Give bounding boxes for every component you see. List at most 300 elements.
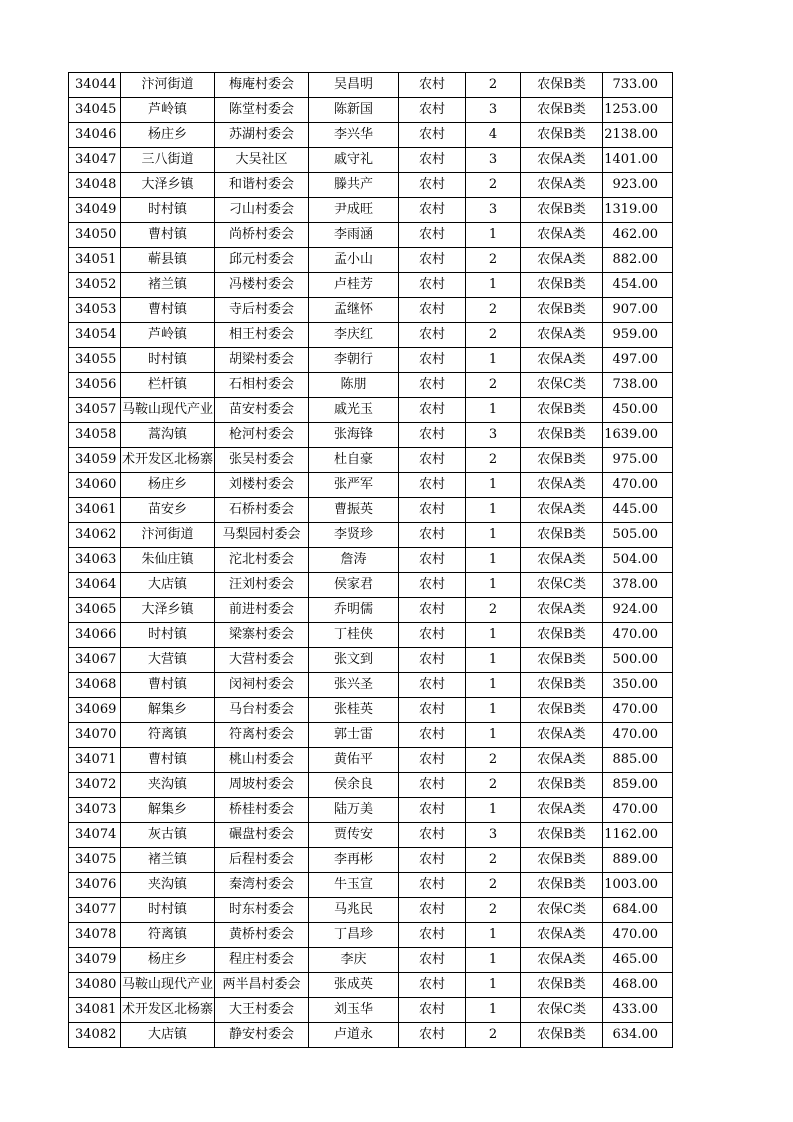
insurance-category-cell: 农保B类 [521, 648, 603, 673]
household-count-cell: 3 [466, 198, 521, 223]
record-id: 34047 [69, 148, 121, 173]
village-committee-cell: 和谐村委会 [215, 173, 309, 198]
name-cell: 张成英 [309, 973, 399, 998]
name-cell: 张海锋 [309, 423, 399, 448]
area-type-cell: 农村 [399, 1023, 466, 1048]
table-row [69, 573, 673, 598]
insurance-category-cell: 农保B类 [521, 98, 603, 123]
amount-cell: 470.00 [603, 923, 673, 948]
household-count-cell: 2 [466, 323, 521, 348]
village-committee-cell: 苏湖村委会 [215, 123, 309, 148]
table-row [69, 348, 673, 373]
amount-cell: 882.00 [603, 248, 673, 273]
area-type-cell: 农村 [399, 98, 466, 123]
town-cell: 马鞍山现代产业 [121, 973, 215, 998]
insurance-category-cell: 农保A类 [521, 748, 603, 773]
household-count-cell: 1 [466, 973, 521, 998]
table-row [69, 598, 673, 623]
table-row [69, 448, 673, 473]
area-type-cell: 农村 [399, 748, 466, 773]
amount-cell: 465.00 [603, 948, 673, 973]
record-id: 34077 [69, 898, 121, 923]
name-cell: 李朝行 [309, 348, 399, 373]
household-count-cell: 1 [466, 648, 521, 673]
record-id: 34063 [69, 548, 121, 573]
name-cell: 戚守礼 [309, 148, 399, 173]
household-count-cell: 1 [466, 573, 521, 598]
town-cell: 马鞍山现代产业 [121, 398, 215, 423]
table-row [69, 423, 673, 448]
table-row [69, 223, 673, 248]
name-cell: 尹成旺 [309, 198, 399, 223]
table-row [69, 273, 673, 298]
name-cell: 陈新国 [309, 98, 399, 123]
name-cell: 卢道永 [309, 1023, 399, 1048]
insurance-category-cell: 农保B类 [521, 773, 603, 798]
village-committee-cell: 桥桂村委会 [215, 798, 309, 823]
table-row [69, 198, 673, 223]
table-row [69, 1023, 673, 1048]
table-row [69, 498, 673, 523]
amount-cell: 500.00 [603, 648, 673, 673]
town-cell: 芦岭镇 [121, 323, 215, 348]
insurance-category-cell: 农保A类 [521, 473, 603, 498]
household-count-cell: 1 [466, 348, 521, 373]
table-row [69, 623, 673, 648]
insurance-category-cell: 农保A类 [521, 723, 603, 748]
amount-cell: 470.00 [603, 623, 673, 648]
name-cell: 詹涛 [309, 548, 399, 573]
table-row [69, 973, 673, 998]
table-row [69, 673, 673, 698]
insurance-category-cell: 农保B类 [521, 448, 603, 473]
record-id: 34051 [69, 248, 121, 273]
name-cell: 侯余良 [309, 773, 399, 798]
name-cell: 张兴圣 [309, 673, 399, 698]
town-cell: 时村镇 [121, 898, 215, 923]
town-cell: 大店镇 [121, 1023, 215, 1048]
insurance-category-cell: 农保A类 [521, 923, 603, 948]
town-cell: 蒿沟镇 [121, 423, 215, 448]
household-count-cell: 1 [466, 623, 521, 648]
name-cell: 黄佑平 [309, 748, 399, 773]
household-count-cell: 1 [466, 473, 521, 498]
record-id: 34069 [69, 698, 121, 723]
village-committee-cell: 苗安村委会 [215, 398, 309, 423]
village-committee-cell: 尚桥村委会 [215, 223, 309, 248]
table-row [69, 998, 673, 1023]
table-row [69, 948, 673, 973]
household-count-cell: 1 [466, 548, 521, 573]
town-cell: 栏杆镇 [121, 373, 215, 398]
table-row [69, 373, 673, 398]
amount-cell: 378.00 [603, 573, 673, 598]
town-cell: 解集乡 [121, 798, 215, 823]
area-type-cell: 农村 [399, 773, 466, 798]
town-cell: 大营镇 [121, 648, 215, 673]
town-cell: 符离镇 [121, 723, 215, 748]
town-cell: 大泽乡镇 [121, 173, 215, 198]
insurance-category-cell: 农保C类 [521, 573, 603, 598]
household-count-cell: 2 [466, 248, 521, 273]
area-type-cell: 农村 [399, 998, 466, 1023]
name-cell: 吴昌明 [309, 73, 399, 98]
town-cell: 三八街道 [121, 148, 215, 173]
name-cell: 滕共产 [309, 173, 399, 198]
table-row [69, 123, 673, 148]
area-type-cell: 农村 [399, 573, 466, 598]
name-cell: 孟继怀 [309, 298, 399, 323]
amount-cell: 1639.00 [603, 423, 673, 448]
table-row [69, 398, 673, 423]
household-count-cell: 3 [466, 148, 521, 173]
record-id: 34055 [69, 348, 121, 373]
area-type-cell: 农村 [399, 148, 466, 173]
table-row [69, 523, 673, 548]
amount-cell: 445.00 [603, 498, 673, 523]
amount-cell: 462.00 [603, 223, 673, 248]
record-id: 34076 [69, 873, 121, 898]
household-count-cell: 1 [466, 523, 521, 548]
household-count-cell: 1 [466, 273, 521, 298]
record-id: 34054 [69, 323, 121, 348]
amount-cell: 450.00 [603, 398, 673, 423]
insurance-category-cell: 农保B类 [521, 823, 603, 848]
record-id: 34052 [69, 273, 121, 298]
area-type-cell: 农村 [399, 498, 466, 523]
name-cell: 丁桂侠 [309, 623, 399, 648]
insurance-category-cell: 农保A类 [521, 598, 603, 623]
name-cell: 张严军 [309, 473, 399, 498]
table-row [69, 298, 673, 323]
table-row [69, 873, 673, 898]
household-count-cell: 4 [466, 123, 521, 148]
household-count-cell: 2 [466, 298, 521, 323]
amount-cell: 738.00 [603, 373, 673, 398]
village-committee-cell: 寺后村委会 [215, 298, 309, 323]
amount-cell: 470.00 [603, 798, 673, 823]
record-id: 34067 [69, 648, 121, 673]
village-committee-cell: 枪河村委会 [215, 423, 309, 448]
household-count-cell: 2 [466, 173, 521, 198]
household-count-cell: 2 [466, 448, 521, 473]
record-id: 34057 [69, 398, 121, 423]
record-id: 34071 [69, 748, 121, 773]
town-cell: 大店镇 [121, 573, 215, 598]
household-count-cell: 1 [466, 723, 521, 748]
table-row [69, 323, 673, 348]
record-id: 34081 [69, 998, 121, 1023]
village-committee-cell: 前进村委会 [215, 598, 309, 623]
name-cell: 李再彬 [309, 848, 399, 873]
table-row [69, 898, 673, 923]
amount-cell: 733.00 [603, 73, 673, 98]
amount-cell: 1253.00 [603, 98, 673, 123]
insurance-category-cell: 农保A类 [521, 223, 603, 248]
amount-cell: 924.00 [603, 598, 673, 623]
record-id: 34045 [69, 98, 121, 123]
area-type-cell: 农村 [399, 623, 466, 648]
roster-table [68, 72, 673, 1048]
village-committee-cell: 相王村委会 [215, 323, 309, 348]
name-cell: 郭士雷 [309, 723, 399, 748]
village-committee-cell: 邱元村委会 [215, 248, 309, 273]
household-count-cell: 1 [466, 398, 521, 423]
amount-cell: 907.00 [603, 298, 673, 323]
name-cell: 卢桂芳 [309, 273, 399, 298]
record-id: 34048 [69, 173, 121, 198]
town-cell: 夹沟镇 [121, 873, 215, 898]
area-type-cell: 农村 [399, 673, 466, 698]
town-cell: 蕲县镇 [121, 248, 215, 273]
household-count-cell: 2 [466, 848, 521, 873]
area-type-cell: 农村 [399, 373, 466, 398]
town-cell: 夹沟镇 [121, 773, 215, 798]
record-id: 34053 [69, 298, 121, 323]
area-type-cell: 农村 [399, 523, 466, 548]
insurance-category-cell: 农保A类 [521, 498, 603, 523]
record-id: 34050 [69, 223, 121, 248]
record-id: 34060 [69, 473, 121, 498]
town-cell: 曹村镇 [121, 748, 215, 773]
village-committee-cell: 马台村委会 [215, 698, 309, 723]
village-committee-cell: 黄桥村委会 [215, 923, 309, 948]
town-cell: 朱仙庄镇 [121, 548, 215, 573]
record-id: 34072 [69, 773, 121, 798]
table-row [69, 173, 673, 198]
name-cell: 陈朋 [309, 373, 399, 398]
insurance-category-cell: 农保A类 [521, 173, 603, 198]
village-committee-cell: 符离村委会 [215, 723, 309, 748]
household-count-cell: 1 [466, 673, 521, 698]
record-id: 34073 [69, 798, 121, 823]
insurance-category-cell: 农保B类 [521, 123, 603, 148]
household-count-cell: 2 [466, 73, 521, 98]
name-cell: 李贤珍 [309, 523, 399, 548]
household-count-cell: 1 [466, 923, 521, 948]
household-count-cell: 2 [466, 773, 521, 798]
amount-cell: 433.00 [603, 998, 673, 1023]
insurance-category-cell: 农保C类 [521, 898, 603, 923]
village-committee-cell: 静安村委会 [215, 1023, 309, 1048]
household-count-cell: 2 [466, 873, 521, 898]
household-count-cell: 3 [466, 98, 521, 123]
household-count-cell: 2 [466, 898, 521, 923]
amount-cell: 470.00 [603, 723, 673, 748]
name-cell: 孟小山 [309, 248, 399, 273]
village-committee-cell: 汪刘村委会 [215, 573, 309, 598]
record-id: 34049 [69, 198, 121, 223]
town-cell: 汴河街道 [121, 523, 215, 548]
town-cell: 褚兰镇 [121, 273, 215, 298]
record-id: 34079 [69, 948, 121, 973]
amount-cell: 684.00 [603, 898, 673, 923]
area-type-cell: 农村 [399, 248, 466, 273]
household-count-cell: 2 [466, 748, 521, 773]
household-count-cell: 1 [466, 798, 521, 823]
household-count-cell: 3 [466, 423, 521, 448]
village-committee-cell: 沱北村委会 [215, 548, 309, 573]
insurance-category-cell: 农保B类 [521, 198, 603, 223]
amount-cell: 470.00 [603, 698, 673, 723]
amount-cell: 859.00 [603, 773, 673, 798]
area-type-cell: 农村 [399, 723, 466, 748]
village-committee-cell: 时东村委会 [215, 898, 309, 923]
insurance-category-cell: 农保A类 [521, 348, 603, 373]
amount-cell: 975.00 [603, 448, 673, 473]
insurance-category-cell: 农保B类 [521, 698, 603, 723]
insurance-category-cell: 农保A类 [521, 548, 603, 573]
name-cell: 侯家君 [309, 573, 399, 598]
amount-cell: 1003.00 [603, 873, 673, 898]
area-type-cell: 农村 [399, 873, 466, 898]
village-committee-cell: 石桥村委会 [215, 498, 309, 523]
table-row [69, 548, 673, 573]
insurance-category-cell: 农保B类 [521, 398, 603, 423]
insurance-category-cell: 农保B类 [521, 423, 603, 448]
insurance-category-cell: 农保A类 [521, 948, 603, 973]
name-cell: 丁昌珍 [309, 923, 399, 948]
town-cell: 苗安乡 [121, 498, 215, 523]
name-cell: 杜自豪 [309, 448, 399, 473]
name-cell: 贾传安 [309, 823, 399, 848]
amount-cell: 1319.00 [603, 198, 673, 223]
village-committee-cell: 刘楼村委会 [215, 473, 309, 498]
table-row [69, 823, 673, 848]
amount-cell: 889.00 [603, 848, 673, 873]
name-cell: 乔明儒 [309, 598, 399, 623]
name-cell: 戚光玉 [309, 398, 399, 423]
household-count-cell: 2 [466, 1023, 521, 1048]
table-row [69, 73, 673, 98]
table-row [69, 923, 673, 948]
insurance-category-cell: 农保B类 [521, 298, 603, 323]
amount-cell: 885.00 [603, 748, 673, 773]
name-cell: 李兴华 [309, 123, 399, 148]
town-cell: 杨庄乡 [121, 123, 215, 148]
town-cell: 曹村镇 [121, 298, 215, 323]
village-committee-cell: 后程村委会 [215, 848, 309, 873]
record-id: 34064 [69, 573, 121, 598]
area-type-cell: 农村 [399, 173, 466, 198]
record-id: 34074 [69, 823, 121, 848]
amount-cell: 1401.00 [603, 148, 673, 173]
roster-body [69, 73, 673, 1048]
table-row [69, 473, 673, 498]
record-id: 34058 [69, 423, 121, 448]
amount-cell: 468.00 [603, 973, 673, 998]
town-cell: 术开发区北杨寨 [121, 448, 215, 473]
area-type-cell: 农村 [399, 548, 466, 573]
village-committee-cell: 胡梁村委会 [215, 348, 309, 373]
name-cell: 李庆 [309, 948, 399, 973]
area-type-cell: 农村 [399, 698, 466, 723]
town-cell: 芦岭镇 [121, 98, 215, 123]
town-cell: 曹村镇 [121, 223, 215, 248]
table-row [69, 723, 673, 748]
amount-cell: 504.00 [603, 548, 673, 573]
area-type-cell: 农村 [399, 848, 466, 873]
area-type-cell: 农村 [399, 323, 466, 348]
record-id: 34080 [69, 973, 121, 998]
table-row [69, 248, 673, 273]
name-cell: 陆万美 [309, 798, 399, 823]
area-type-cell: 农村 [399, 198, 466, 223]
name-cell: 牛玉宣 [309, 873, 399, 898]
amount-cell: 959.00 [603, 323, 673, 348]
table-row [69, 848, 673, 873]
record-id: 34066 [69, 623, 121, 648]
town-cell: 曹村镇 [121, 673, 215, 698]
insurance-category-cell: 农保B类 [521, 873, 603, 898]
amount-cell: 634.00 [603, 1023, 673, 1048]
table-row [69, 773, 673, 798]
table-row [69, 148, 673, 173]
amount-cell: 350.00 [603, 673, 673, 698]
household-count-cell: 1 [466, 698, 521, 723]
household-count-cell: 2 [466, 373, 521, 398]
insurance-category-cell: 农保C类 [521, 373, 603, 398]
town-cell: 杨庄乡 [121, 948, 215, 973]
insurance-category-cell: 农保B类 [521, 623, 603, 648]
name-cell: 曹振英 [309, 498, 399, 523]
area-type-cell: 农村 [399, 298, 466, 323]
record-id: 34056 [69, 373, 121, 398]
record-id: 34061 [69, 498, 121, 523]
amount-cell: 454.00 [603, 273, 673, 298]
name-cell: 马兆民 [309, 898, 399, 923]
village-committee-cell: 大营村委会 [215, 648, 309, 673]
town-cell: 褚兰镇 [121, 848, 215, 873]
town-cell: 术开发区北杨寨 [121, 998, 215, 1023]
household-count-cell: 1 [466, 998, 521, 1023]
table-row [69, 648, 673, 673]
record-id: 34068 [69, 673, 121, 698]
area-type-cell: 农村 [399, 923, 466, 948]
area-type-cell: 农村 [399, 473, 466, 498]
area-type-cell: 农村 [399, 823, 466, 848]
record-id: 34065 [69, 598, 121, 623]
village-committee-cell: 碾盘村委会 [215, 823, 309, 848]
area-type-cell: 农村 [399, 973, 466, 998]
village-committee-cell: 冯楼村委会 [215, 273, 309, 298]
area-type-cell: 农村 [399, 648, 466, 673]
amount-cell: 470.00 [603, 473, 673, 498]
amount-cell: 2138.00 [603, 123, 673, 148]
record-id: 34075 [69, 848, 121, 873]
insurance-category-cell: 农保B类 [521, 1023, 603, 1048]
town-cell: 时村镇 [121, 198, 215, 223]
insurance-category-cell: 农保B类 [521, 848, 603, 873]
record-id: 34082 [69, 1023, 121, 1048]
table-row [69, 698, 673, 723]
amount-cell: 1162.00 [603, 823, 673, 848]
area-type-cell: 农村 [399, 398, 466, 423]
village-committee-cell: 周坡村委会 [215, 773, 309, 798]
amount-cell: 497.00 [603, 348, 673, 373]
area-type-cell: 农村 [399, 423, 466, 448]
household-count-cell: 2 [466, 598, 521, 623]
area-type-cell: 农村 [399, 448, 466, 473]
insurance-category-cell: 农保B类 [521, 273, 603, 298]
town-cell: 汴河街道 [121, 73, 215, 98]
town-cell: 灰古镇 [121, 823, 215, 848]
name-cell: 张文到 [309, 648, 399, 673]
household-count-cell: 1 [466, 948, 521, 973]
town-cell: 杨庄乡 [121, 473, 215, 498]
village-committee-cell: 桃山村委会 [215, 748, 309, 773]
amount-cell: 505.00 [603, 523, 673, 548]
